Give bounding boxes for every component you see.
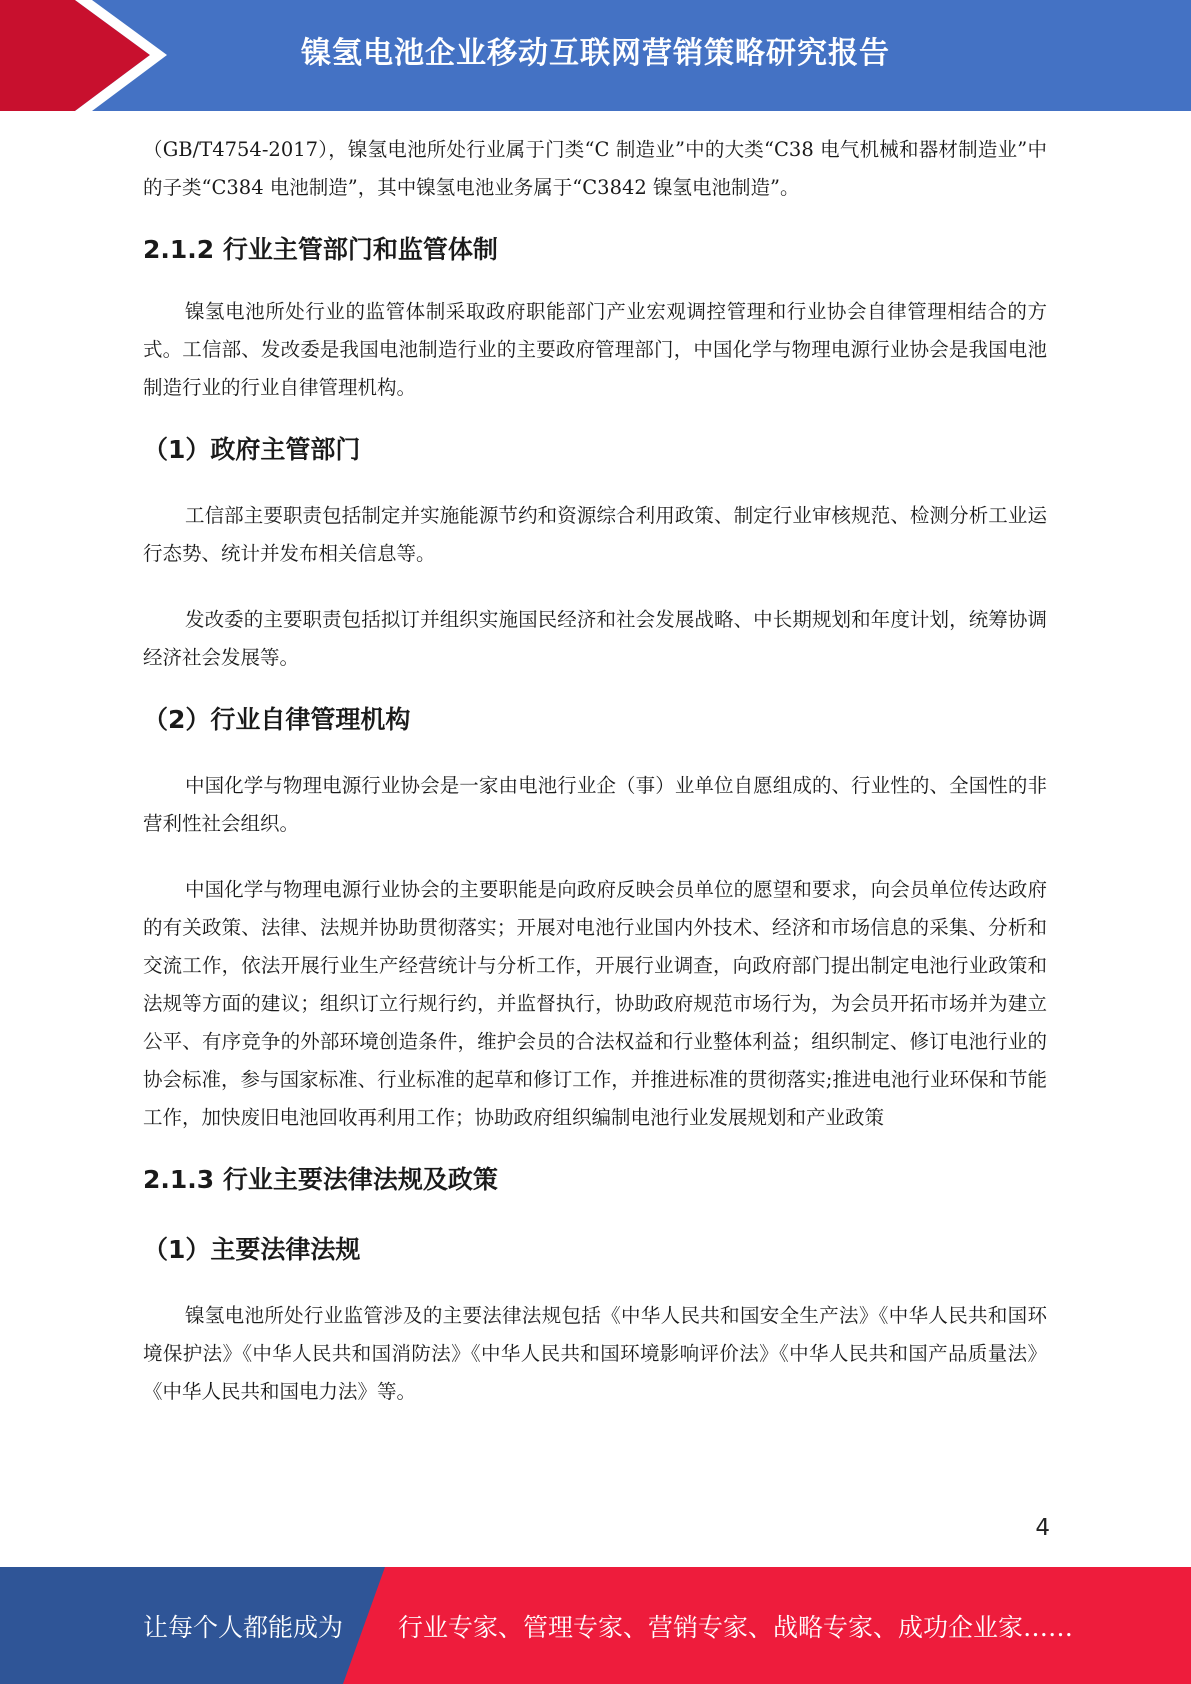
miit-duties-paragraph: 工信部主要职责包括制定并实施能源节约和资源综合利用政策、制定行业审核规范、检测分析工业运行态势、统计并发布相关信息等。 (143, 504, 1047, 565)
intro-paragraph: （GB/T4754-2017），镍氢电池所处行业属于门类“C 制造业”中的大类“C38 电气机械和器材制造业”中的子类“C384 电池制造”，其中镍氢电池业务属于“C3842 镍氢电池制造”。 (143, 138, 1047, 199)
association-intro-paragraph: 中国化学与物理电源行业协会是一家由电池行业企（事）业单位自愿组成的、行业性的、全国性的非营利性社会组织。 (143, 774, 1047, 835)
main-laws-heading: （1）主要法律法规 (143, 1235, 361, 1264)
document-body (143, 131, 1047, 1411)
ndrc-duties-paragraph: 发改委的主要职责包括拟订并组织实施国民经济和社会发展战略、中长期规划和年度计划，统筹协调经济社会发展等。 (143, 608, 1047, 669)
main-laws-paragraph: 镍氢电池所处行业监管涉及的主要法律法规包括《中华人民共和国安全生产法》《中华人民共和国环境保护法》《中华人民共和国消防法》《中华人民共和国环境影响评价法》《中华人民共和国产品质量法》《中华人民共和国电力法》等。 (143, 1304, 1047, 1403)
association-functions-paragraph: 中国化学与物理电源行业协会的主要职能是向政府反映会员单位的愿望和要求，向会员单位传达政府的有关政策、法律、法规并协助贯彻落实；开展对电池行业国内外技术、经济和市场信息的采集、分析和交流工作，依法开展行业生产经营统计与分析工作，开展行业调查，向政府部门提出制定电池行业政策和法规等方面的建议；组织订立行规行约，并监督执行，协助政府规范市场行为，为会员开拓市场并为建立公平、有序竞争的外部环境创造条件，维护会员的合法权益和行业整体利益；组织制定、修订电池行业的协会标准，参与国家标准、行业标准的起草和修订工作，并推进标准的贯彻落实;推进电池行业环保和节能工作，加快废旧电池回收再利用工作；协助政府组织编制电池行业发展规划和产业政策 (143, 878, 1047, 1129)
section-2-1-2-heading: 2.1.2 行业主管部门和监管体制 (143, 235, 498, 264)
page-header (0, 0, 1191, 111)
self-regulatory-heading: （2）行业自律管理机构 (143, 705, 411, 734)
page-number: 4 (1035, 1515, 1050, 1541)
section-2-1-3-heading: 2.1.3 行业主要法律法规及政策 (143, 1165, 498, 1194)
footer-slogan-right: 行业专家、管理专家、营销专家、战略专家、成功企业家…… (398, 1612, 1074, 1642)
footer-slogan-left: 让每个人都能成为 (143, 1612, 344, 1642)
header-red-arrow (0, 0, 150, 111)
report-title: 镍氢电池企业移动互联网营销策略研究报告 (301, 36, 890, 71)
page-footer (0, 1567, 1191, 1684)
government-authority-heading: （1）政府主管部门 (143, 435, 361, 464)
section-2-1-2-paragraph: 镍氢电池所处行业的监管体制采取政府职能部门产业宏观调控管理和行业协会自律管理相结合的方式。工信部、发改委是我国电池制造行业的主要政府管理部门，中国化学与物理电源行业协会是我国电池制造行业的行业自律管理机构。 (143, 300, 1047, 399)
